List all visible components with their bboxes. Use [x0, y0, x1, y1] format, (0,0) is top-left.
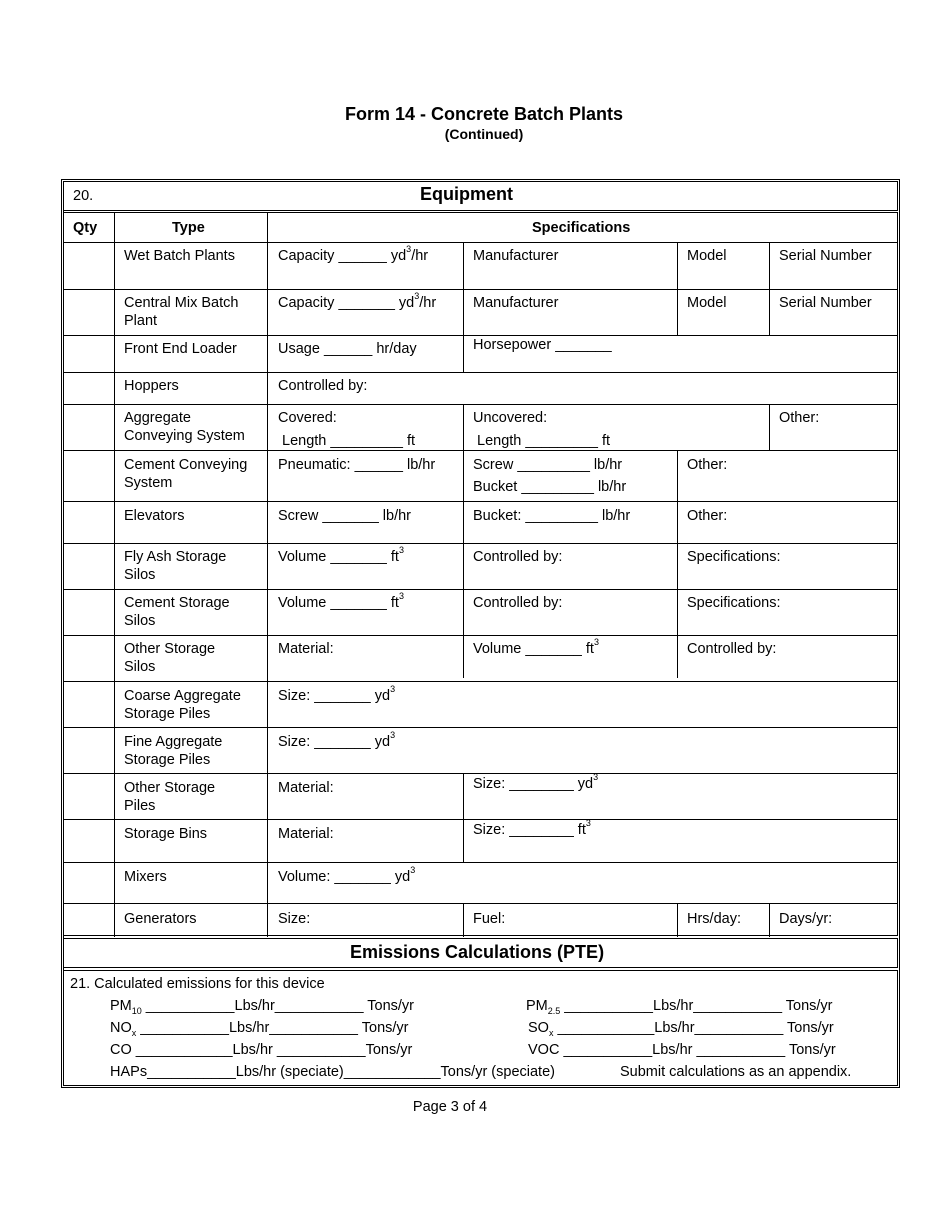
- pm10-field[interactable]: $PM_{10}$ ___________Lbs/hr___________ Tons/yr: [110, 998, 415, 1016]
- column-header-qty: Qty: [73, 220, 98, 236]
- page-number: Page 3 of 4: [412, 1099, 488, 1115]
- type-fine-aggregate-line2: Storage Piles: [124, 752, 211, 768]
- fly-ash-specifications-field[interactable]: Specifications:: [687, 549, 781, 565]
- haps-field[interactable]: HAPs___________Lbs/hr (speciate)____________Tons/yr (speciate): [110, 1064, 555, 1080]
- aggregate-covered-label: Covered:: [278, 410, 337, 426]
- type-central-mix-line1: Central Mix Batch: [124, 295, 239, 311]
- type-mixers: Mixers: [124, 869, 167, 885]
- generators-size-field[interactable]: Size:: [278, 911, 311, 927]
- front-loader-horsepower-field[interactable]: Horsepower _______: [473, 337, 612, 353]
- coarse-piles-size-field[interactable]: Size: _______ $yd^3$: [278, 684, 396, 704]
- sox-field[interactable]: $SO_x$ ____________Lbs/hr___________ Tons/yr: [528, 1020, 834, 1038]
- central-mix-capacity-field[interactable]: Capacity _______ $yd^3/hr$: [278, 291, 437, 311]
- section-title-emissions: Emissions Calculations (PTE): [350, 942, 605, 962]
- fine-piles-size-field[interactable]: Size: _______ $yd^3$: [278, 730, 396, 750]
- nox-field[interactable]: $NO_x$ ___________Lbs/hr___________ Tons/yr: [110, 1020, 409, 1038]
- elevators-screw-field[interactable]: Screw _______ lb/hr: [278, 508, 411, 524]
- type-hoppers: Hoppers: [124, 378, 179, 394]
- type-other-silos-line1: Other Storage: [124, 641, 216, 657]
- aggregate-other-field[interactable]: Other:: [779, 410, 820, 426]
- cement-silos-controlled-by-field[interactable]: Controlled by:: [473, 595, 563, 611]
- type-central-mix-line2: Plant: [124, 313, 158, 329]
- type-fly-ash-line2: Silos: [124, 567, 156, 583]
- central-mix-manufacturer-field[interactable]: Manufacturer: [473, 295, 559, 311]
- fly-ash-volume-field[interactable]: Volume _______ $ft^3$: [278, 545, 404, 565]
- other-silos-volume-field[interactable]: Volume _______ $ft^3$: [473, 637, 599, 657]
- central-mix-serial-field[interactable]: Serial Number: [779, 295, 872, 311]
- cement-silos-specifications-field[interactable]: Specifications:: [687, 595, 781, 611]
- type-other-piles-line1: Other Storage: [124, 780, 216, 796]
- type-generators: Generators: [124, 911, 197, 927]
- column-header-type: Type: [172, 220, 205, 236]
- cement-silos-volume-field[interactable]: Volume _______ $ft^3$: [278, 591, 404, 611]
- type-other-piles-line2: Piles: [124, 798, 156, 814]
- cement-conveying-bucket-field[interactable]: Bucket _________ lb/hr: [473, 479, 627, 495]
- aggregate-covered-length-field[interactable]: Length _________ ft: [282, 433, 416, 449]
- front-loader-usage-field[interactable]: Usage ______ hr/day: [278, 341, 417, 357]
- voc-field[interactable]: VOC ___________Lbs/hr ___________ Tons/yr: [528, 1042, 836, 1058]
- pm25-field[interactable]: $PM_{2.5}$ ___________Lbs/hr___________ Tons/yr: [526, 998, 833, 1016]
- type-cement-silos-line1: Cement Storage: [124, 595, 230, 611]
- generators-fuel-field[interactable]: Fuel:: [473, 911, 506, 927]
- type-cement-conveying-line2: System: [124, 475, 173, 491]
- type-coarse-aggregate-line1: Coarse Aggregate: [124, 688, 241, 704]
- section-number: 20.: [73, 188, 94, 204]
- generators-days-yr-field[interactable]: Days/yr:: [779, 911, 833, 927]
- wet-batch-capacity-field[interactable]: Capacity ______ $yd^3/hr$: [278, 244, 429, 264]
- type-aggregate-conveying-line2: Conveying System: [124, 428, 245, 444]
- co-field[interactable]: CO ____________Lbs/hr ___________Tons/yr: [110, 1042, 413, 1058]
- other-silos-controlled-by-field[interactable]: Controlled by:: [687, 641, 777, 657]
- type-cement-conveying-line1: Cement Conveying: [124, 457, 248, 473]
- wet-batch-serial-field[interactable]: Serial Number: [779, 248, 872, 264]
- form-subtitle: (Continued): [444, 126, 524, 142]
- fly-ash-controlled-by-field[interactable]: Controlled by:: [473, 549, 563, 565]
- wet-batch-manufacturer-field[interactable]: Manufacturer: [473, 248, 559, 264]
- other-silos-material-field[interactable]: Material:: [278, 641, 334, 657]
- cement-conveying-pneumatic-field[interactable]: Pneumatic: ______ lb/hr: [278, 457, 436, 473]
- type-aggregate-conveying-line1: Aggregate: [124, 410, 191, 426]
- type-coarse-aggregate-line2: Storage Piles: [124, 706, 211, 722]
- form-title: Form 14 - Concrete Batch Plants: [344, 104, 624, 124]
- other-piles-size-field[interactable]: Size: ________ $yd^3$: [473, 772, 599, 792]
- cement-conveying-other-field[interactable]: Other:: [687, 457, 728, 473]
- type-front-end-loader: Front End Loader: [124, 341, 237, 357]
- type-cement-silos-line2: Silos: [124, 613, 156, 629]
- section-title-equipment: Equipment: [420, 184, 513, 204]
- storage-bins-size-field[interactable]: Size: ________ $ft^3$: [473, 818, 591, 838]
- aggregate-uncovered-length-field[interactable]: Length _________ ft: [477, 433, 611, 449]
- type-elevators: Elevators: [124, 508, 185, 524]
- aggregate-uncovered-label: Uncovered:: [473, 410, 548, 426]
- wet-batch-model-field[interactable]: Model: [687, 248, 727, 264]
- generators-hrs-day-field[interactable]: Hrs/day:: [687, 911, 741, 927]
- mixers-volume-field[interactable]: Volume: _______ $yd^3$: [278, 865, 416, 885]
- storage-bins-material-field[interactable]: Material:: [278, 826, 334, 842]
- cement-conveying-screw-field[interactable]: Screw _________ lb/hr: [473, 457, 623, 473]
- central-mix-model-field[interactable]: Model: [687, 295, 727, 311]
- type-storage-bins: Storage Bins: [124, 826, 208, 842]
- column-header-specifications: Specifications: [532, 220, 631, 236]
- other-piles-material-field[interactable]: Material:: [278, 780, 334, 796]
- elevators-other-field[interactable]: Other:: [687, 508, 728, 524]
- type-wet-batch-plants: Wet Batch Plants: [124, 248, 235, 264]
- hoppers-controlled-by-field[interactable]: Controlled by:: [278, 378, 368, 394]
- type-fine-aggregate-line1: Fine Aggregate: [124, 734, 223, 750]
- emissions-intro: 21. Calculated emissions for this device: [70, 976, 325, 992]
- type-fly-ash-line1: Fly Ash Storage: [124, 549, 227, 565]
- type-other-silos-line2: Silos: [124, 659, 156, 675]
- submit-appendix-note: Submit calculations as an appendix.: [620, 1064, 852, 1080]
- elevators-bucket-field[interactable]: Bucket: _________ lb/hr: [473, 508, 631, 524]
